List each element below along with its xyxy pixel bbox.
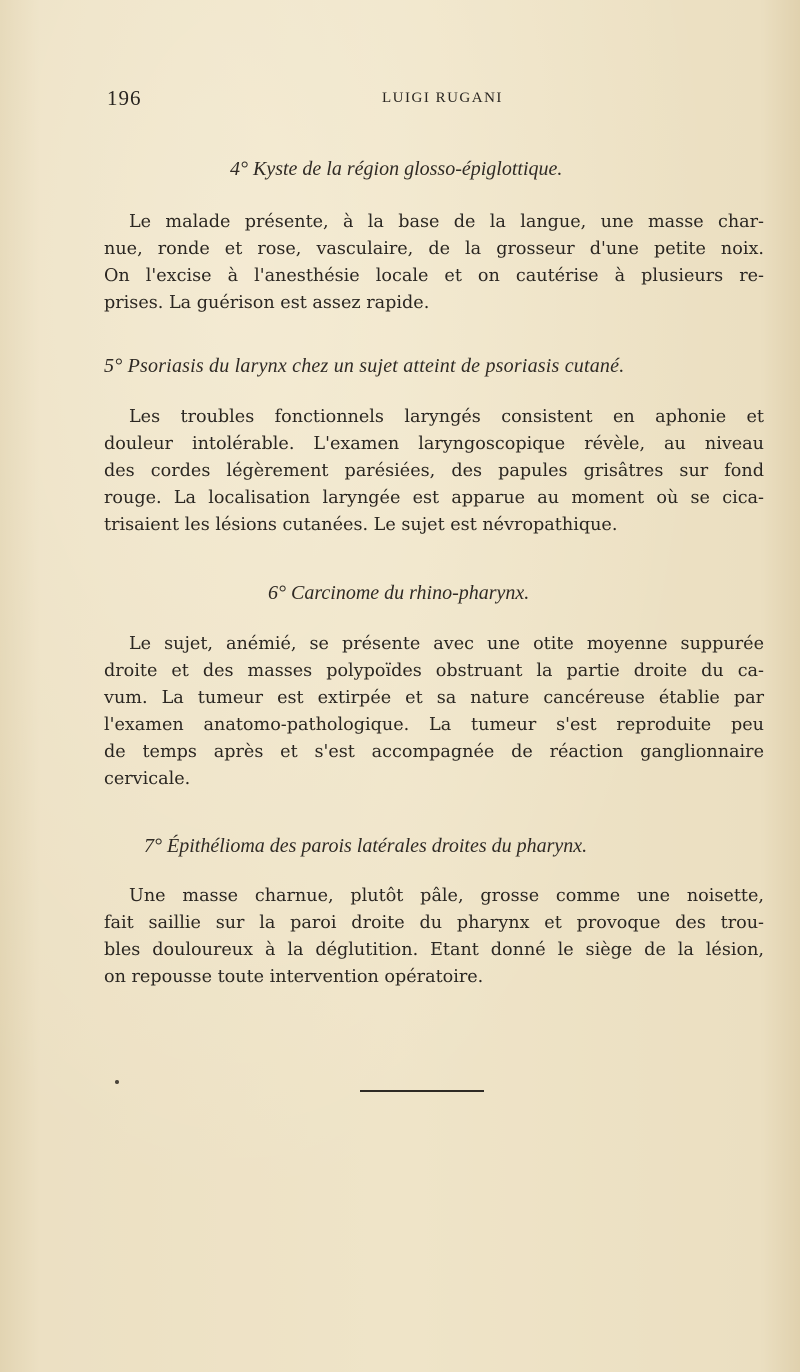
paragraph-line: on repousse toute intervention opératoire. — [104, 967, 484, 987]
paragraph-line: prises. La guérison est assez rapide. — [104, 293, 430, 313]
paragraph-line: droite et des masses polypoïdes obstruant la partie droite du ca- — [104, 661, 764, 681]
paragraph-line: Une masse charnue, plutôt pâle, grosse comme une noisette, — [129, 886, 764, 906]
paragraph-line: bles douloureux à la déglutition. Etant donné le siège de la lésion, — [104, 940, 764, 960]
ink-speck — [115, 1080, 119, 1084]
page-header — [107, 86, 667, 114]
paragraph-line: fait saillie sur la paroi droite du pharynx et provoque des trou- — [104, 913, 764, 933]
paragraph-line: rouge. La localisation laryngée est apparue au moment où se cica- — [104, 488, 764, 508]
paragraph-line: vum. La tumeur est extirpée et sa nature cancéreuse établie par — [104, 688, 764, 708]
paragraph-line: de temps après et s'est accompagnée de réaction ganglionnaire — [104, 742, 764, 762]
end-rule — [360, 1090, 484, 1092]
section-heading: 4° Kyste de la région glosso-épiglottique. — [230, 158, 563, 180]
paragraph-line: l'examen anatomo-pathologique. La tumeur s'est reproduite peu — [104, 715, 764, 735]
paragraph-line: Les troubles fonctionnels laryngés consistent en aphonie et — [129, 407, 764, 427]
section-paragraph — [104, 883, 764, 991]
section-heading: 5° Psoriasis du larynx chez un sujet atteint de psoriasis cutané. — [104, 355, 625, 377]
page-number: 196 — [107, 86, 142, 110]
paragraph-line: nue, ronde et rose, vasculaire, de la grosseur d'une petite noix. — [104, 239, 764, 259]
paragraph-line: On l'excise à l'anesthésie locale et on cautérise à plusieurs re- — [104, 266, 764, 286]
running-head: LUIGI RUGANI — [382, 90, 503, 106]
section-paragraph — [104, 404, 764, 539]
paragraph-line: douleur intolérable. L'examen laryngoscopique révèle, au niveau — [104, 434, 764, 454]
paragraph-line: Le malade présente, à la base de la langue, une masse char- — [129, 212, 764, 232]
paragraph-line: des cordes légèrement parésiées, des papules grisâtres sur fond — [104, 461, 764, 481]
paragraph-line: trisaient les lésions cutanées. Le sujet est névropathique. — [104, 515, 618, 535]
section-heading: 7° Épithélioma des parois latérales droites du pharynx. — [144, 835, 588, 857]
section-heading: 6° Carcinome du rhino-pharynx. — [268, 582, 530, 604]
paragraph-line: Le sujet, anémié, se présente avec une otite moyenne suppurée — [129, 634, 764, 654]
section-paragraph — [104, 209, 764, 317]
section-paragraph — [104, 631, 764, 793]
paragraph-line: cervicale. — [104, 769, 191, 789]
